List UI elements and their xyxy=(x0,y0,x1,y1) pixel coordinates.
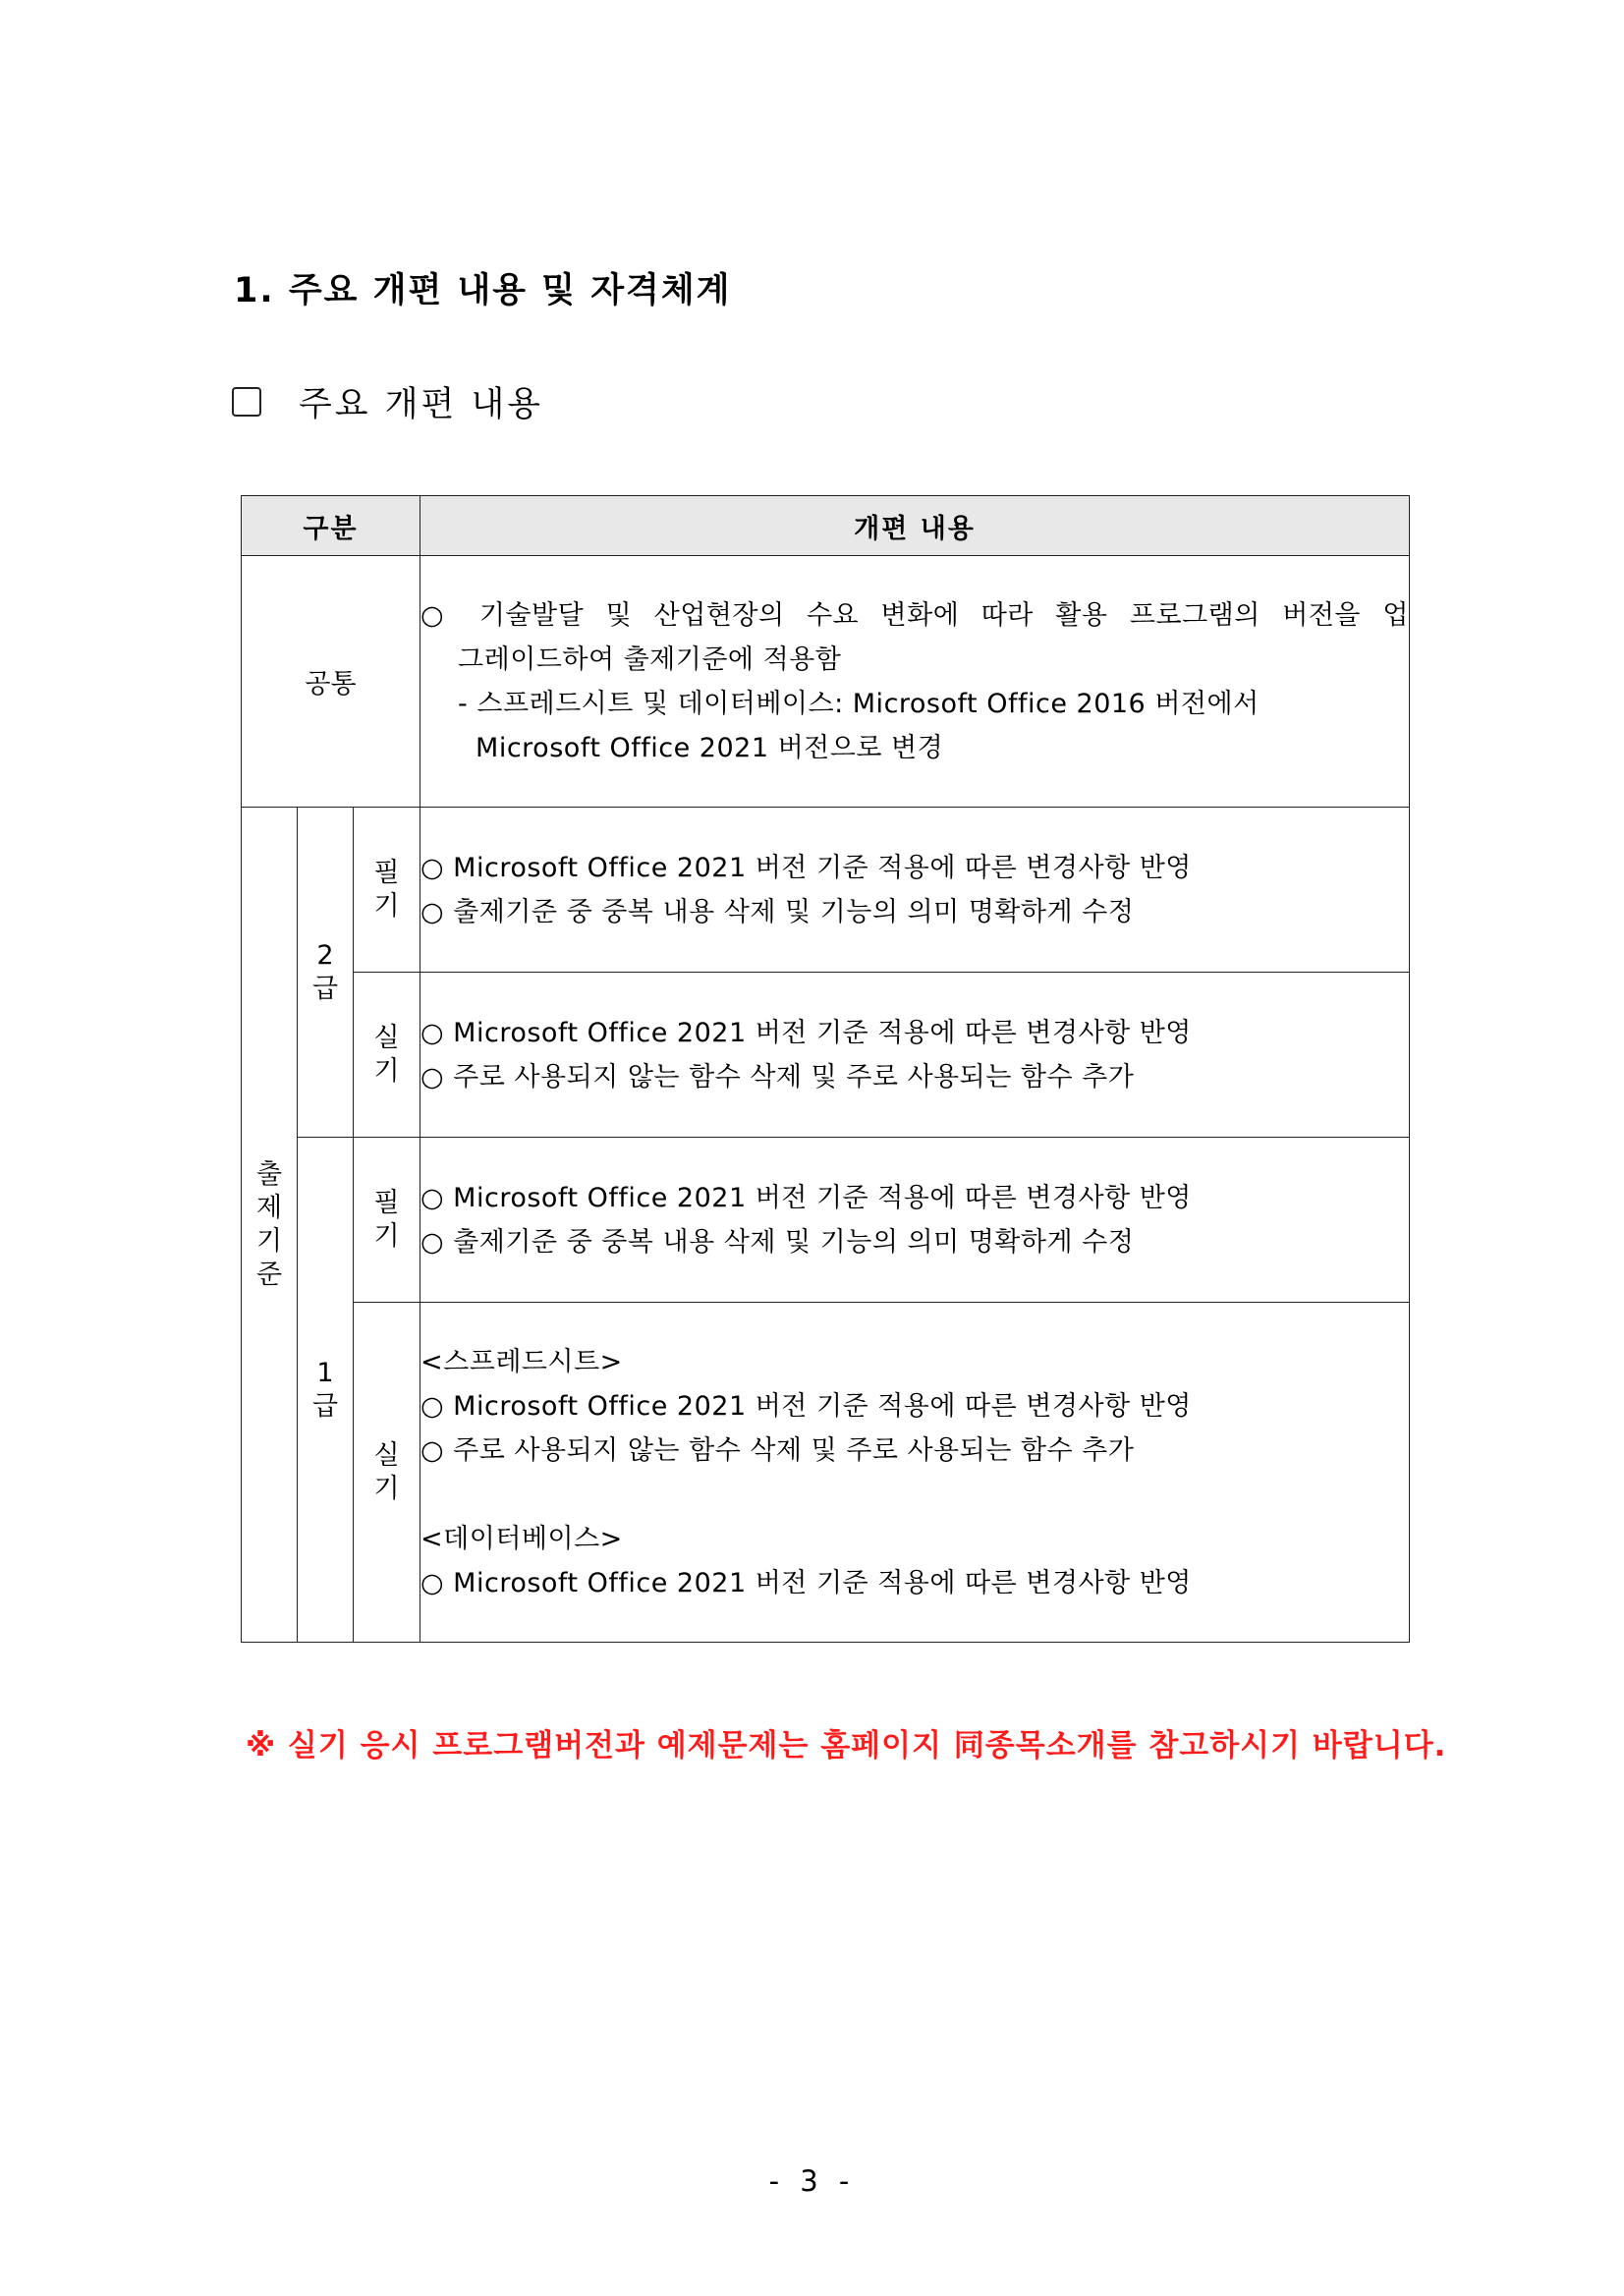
table-row-grade1-written xyxy=(242,1138,1410,1303)
grade2-label xyxy=(298,808,354,1138)
grade1-written-content xyxy=(420,1138,1410,1303)
table-row-common xyxy=(242,556,1410,808)
table-row-grade2-written xyxy=(242,808,1410,973)
table-row-grade1-practical xyxy=(242,1303,1410,1643)
grade-char: 급 xyxy=(311,973,339,1004)
database-title: <데이터베이스> xyxy=(420,1523,623,1554)
grade2-practical-label xyxy=(354,973,420,1138)
grade1-practical-label xyxy=(354,1303,420,1643)
exam-char: 필 xyxy=(373,857,400,888)
list-item: ○ Microsoft Office 2021 버전 기준 적용에 따른 변경사항 반영 xyxy=(420,1182,1192,1213)
header-content: 개편 내용 xyxy=(420,496,1410,556)
criteria-char: 출 xyxy=(255,1158,283,1190)
table-header-row xyxy=(242,496,1410,556)
list-item: ○ Microsoft Office 2021 버전 기준 적용에 따른 변경사항 반영 xyxy=(420,1567,1192,1598)
subsection-heading xyxy=(232,377,543,426)
list-item: ○ Microsoft Office 2021 버전 기준 적용에 따른 변경사항 반영 xyxy=(420,852,1192,883)
exam-char: 기 xyxy=(373,1473,400,1504)
grade1-label xyxy=(298,1138,354,1643)
list-item: ○ 주로 사용되지 않는 함수 삭제 및 주로 사용되는 함수 추가 xyxy=(420,1434,1135,1466)
exam-char: 기 xyxy=(373,1220,400,1252)
grade2-written-label xyxy=(354,808,420,973)
spacer xyxy=(420,1473,1409,1517)
notice-text: ※ 실기 응시 프로그램버전과 예제문제는 홈페이지 同종목소개를 참고하시기 바랍니다. xyxy=(246,1728,1447,1764)
common-line-1: ○ 기술발달 및 산업현장의 수요 변화에 따라 활용 프로그램의 버전을 업 xyxy=(420,599,1409,631)
list-item: ○ 출제기준 중 중복 내용 삭제 및 기능의 의미 명확하게 수정 xyxy=(420,1226,1135,1258)
common-content xyxy=(420,556,1410,808)
grade1-written-label xyxy=(354,1138,420,1303)
exam-char: 기 xyxy=(373,1055,400,1087)
common-line-3: - 스프레드시트 및 데이터베이스: Microsoft Office 2016 버전에서 xyxy=(458,688,1260,719)
exam-char: 기 xyxy=(373,890,400,922)
grade-char: 2 xyxy=(316,939,334,971)
exam-char: 필 xyxy=(373,1187,400,1218)
criteria-char: 준 xyxy=(255,1259,283,1290)
table-row-grade2-practical xyxy=(242,973,1410,1138)
criteria-char: 제 xyxy=(255,1192,283,1223)
common-label: 공통 xyxy=(242,556,420,808)
exam-char: 실 xyxy=(373,1439,400,1471)
common-line-4: Microsoft Office 2021 버전으로 변경 xyxy=(476,732,944,763)
grade-char: 1 xyxy=(316,1357,334,1388)
common-line-2: 그레이드하여 출제기준에 적용함 xyxy=(458,644,842,675)
header-category: 구분 xyxy=(242,496,420,556)
section-title: 1. 주요 개편 내용 및 자격체계 xyxy=(234,271,732,310)
list-item: ○ Microsoft Office 2021 버전 기준 적용에 따른 변경사항 반영 xyxy=(420,1017,1192,1048)
list-item: ○ Microsoft Office 2021 버전 기준 적용에 따른 변경사항 반영 xyxy=(420,1390,1192,1422)
page-number: - 3 - xyxy=(768,2164,856,2198)
revision-table xyxy=(241,495,1410,1643)
checkbox-icon xyxy=(232,387,261,417)
grade2-written-content xyxy=(420,808,1410,973)
grade2-practical-content xyxy=(420,973,1410,1138)
criteria-char: 기 xyxy=(255,1225,283,1257)
grade-char: 급 xyxy=(311,1390,339,1422)
list-item: ○ 주로 사용되지 않는 함수 삭제 및 주로 사용되는 함수 추가 xyxy=(420,1061,1135,1092)
exam-char: 실 xyxy=(373,1022,400,1053)
criteria-label xyxy=(242,808,298,1643)
list-item: ○ 출제기준 중 중복 내용 삭제 및 기능의 의미 명확하게 수정 xyxy=(420,896,1135,927)
grade1-practical-content xyxy=(420,1303,1410,1643)
subsection-title: 주요 개편 내용 xyxy=(299,385,544,424)
spreadsheet-title: <스프레드시트> xyxy=(420,1346,623,1377)
